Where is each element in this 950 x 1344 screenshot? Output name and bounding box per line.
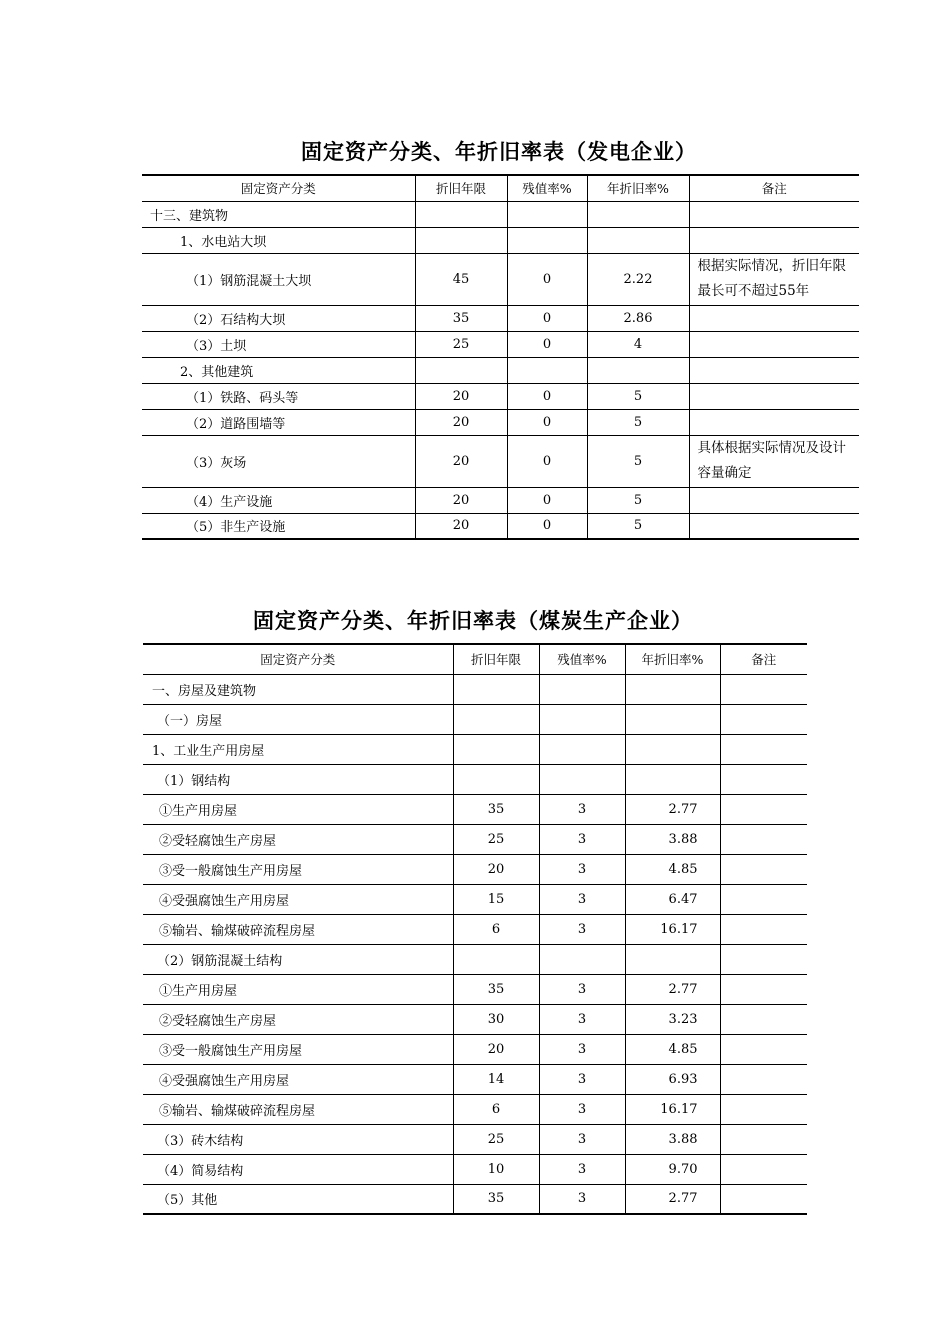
row-rate: 2.77 [625,974,720,1004]
row-rate [625,734,720,764]
row-category: （1）铁路、码头等 [142,383,415,409]
table-row [142,487,859,513]
row-rate [587,357,689,383]
row-residual: 3 [539,1004,625,1034]
table-row [142,513,859,539]
row-years: 20 [453,854,539,884]
row-years [453,674,539,704]
row-years: 35 [453,1184,539,1214]
row-category: （2）石结构大坝 [142,305,415,331]
row-residual: 3 [539,854,625,884]
row-note: 具体根据实际情况及设计容量确定 [689,435,859,487]
row-rate: 5 [587,487,689,513]
row-note [720,1124,807,1154]
depreciation-table-power [142,174,859,540]
row-rate: 16.17 [625,914,720,944]
table-row [143,1154,807,1184]
row-rate: 3.88 [625,1124,720,1154]
header-rate: 年折旧率% [587,175,689,201]
row-residual [539,764,625,794]
row-years: 6 [453,914,539,944]
row-years [453,704,539,734]
row-residual [539,674,625,704]
row-note [689,383,859,409]
table-row [143,914,807,944]
row-years [453,944,539,974]
row-note [689,331,859,357]
row-residual [539,734,625,764]
row-category: （5）非生产设施 [142,513,415,539]
row-category: ⑤输岩、输煤破碎流程房屋 [143,1094,453,1124]
row-category: 1、水电站大坝 [142,227,415,253]
row-category: （4）简易结构 [143,1154,453,1184]
table-row [143,704,807,734]
row-residual: 0 [507,513,587,539]
row-category: （3）灰场 [142,435,415,487]
row-category: （3）砖木结构 [143,1124,453,1154]
row-note [720,674,807,704]
table-row [143,974,807,1004]
row-category: （5）其他 [143,1184,453,1214]
table-row [142,227,859,253]
row-note [720,734,807,764]
row-residual: 3 [539,824,625,854]
row-years: 20 [415,409,507,435]
row-residual [539,944,625,974]
row-residual: 0 [507,435,587,487]
row-years: 25 [453,1124,539,1154]
row-years: 14 [453,1064,539,1094]
row-category: ②受轻腐蚀生产房屋 [143,1004,453,1034]
row-residual: 0 [507,331,587,357]
table-row [142,201,859,227]
header-note: 备注 [720,644,807,674]
row-residual: 3 [539,1094,625,1124]
row-residual: 3 [539,974,625,1004]
row-note [720,794,807,824]
row-residual: 3 [539,914,625,944]
row-category: 1、工业生产用房屋 [143,734,453,764]
header-note: 备注 [689,175,859,201]
row-years: 20 [453,1034,539,1064]
row-rate [587,227,689,253]
header-category: 固定资产分类 [142,175,415,201]
row-years: 20 [415,383,507,409]
row-rate: 3.88 [625,824,720,854]
table-row [142,383,859,409]
row-rate: 5 [587,435,689,487]
row-category: （4）生产设施 [142,487,415,513]
row-rate: 5 [587,409,689,435]
row-note [720,884,807,914]
row-rate: 5 [587,383,689,409]
row-years: 10 [453,1154,539,1184]
row-category: ③受一般腐蚀生产用房屋 [143,1034,453,1064]
table-row [143,794,807,824]
row-note [720,914,807,944]
row-note [689,227,859,253]
row-years: 25 [415,331,507,357]
row-years: 20 [415,513,507,539]
row-category: ⑤输岩、输煤破碎流程房屋 [143,914,453,944]
row-category: （3）土坝 [142,331,415,357]
row-residual: 0 [507,487,587,513]
row-years: 45 [415,253,507,305]
table-row [143,944,807,974]
row-residual [507,227,587,253]
row-rate: 9.70 [625,1154,720,1184]
row-residual: 3 [539,794,625,824]
row-years: 20 [415,435,507,487]
table1-title: 固定资产分类、年折旧率表（发电企业） [301,140,697,164]
row-note [720,1094,807,1124]
row-years: 35 [453,974,539,1004]
row-note [720,854,807,884]
row-years: 15 [453,884,539,914]
table-row [142,409,859,435]
row-years [415,227,507,253]
row-years: 30 [453,1004,539,1034]
row-residual: 0 [507,253,587,305]
row-residual: 0 [507,305,587,331]
row-residual: 3 [539,1184,625,1214]
row-rate: 6.47 [625,884,720,914]
row-residual [507,201,587,227]
row-category: （2）钢筋混凝土结构 [143,944,453,974]
header-residual: 残值率% [539,644,625,674]
row-rate: 16.17 [625,1094,720,1124]
row-years: 6 [453,1094,539,1124]
row-residual [507,357,587,383]
row-note [720,824,807,854]
row-residual: 0 [507,383,587,409]
row-years [453,764,539,794]
row-rate: 2.77 [625,1184,720,1214]
row-rate [625,764,720,794]
row-rate: 5 [587,513,689,539]
row-rate: 2.77 [625,794,720,824]
header-category: 固定资产分类 [143,644,453,674]
row-residual: 3 [539,1034,625,1064]
row-years: 35 [453,794,539,824]
row-note [720,1154,807,1184]
row-category: （一）房屋 [143,704,453,734]
row-category: 一、房屋及建筑物 [143,674,453,704]
row-residual [539,704,625,734]
table-row [142,357,859,383]
row-years: 20 [415,487,507,513]
table2-title: 固定资产分类、年折旧率表（煤炭生产企业） [253,609,693,633]
header-residual: 残值率% [507,175,587,201]
row-residual: 3 [539,884,625,914]
row-category: ④受强腐蚀生产用房屋 [143,1064,453,1094]
row-category: ②受轻腐蚀生产房屋 [143,824,453,854]
row-rate: 2.22 [587,253,689,305]
depreciation-table-coal [143,643,807,1215]
row-years: 25 [453,824,539,854]
row-years [415,201,507,227]
row-rate: 6.93 [625,1064,720,1094]
row-category: （1）钢结构 [143,764,453,794]
row-category: ④受强腐蚀生产用房屋 [143,884,453,914]
header-rate: 年折旧率% [625,644,720,674]
row-residual: 3 [539,1154,625,1184]
row-category: ①生产用房屋 [143,974,453,1004]
row-category: 十三、建筑物 [142,201,415,227]
row-note [720,1034,807,1064]
row-residual: 3 [539,1064,625,1094]
row-category: ③受一般腐蚀生产用房屋 [143,854,453,884]
row-category: （2）道路围墙等 [142,409,415,435]
table-row [143,1094,807,1124]
row-rate: 4.85 [625,1034,720,1064]
table-header-row [143,644,807,674]
row-residual: 3 [539,1124,625,1154]
table-row [142,305,859,331]
table-row [142,435,859,487]
row-category: 2、其他建筑 [142,357,415,383]
table-row [143,824,807,854]
row-years [453,734,539,764]
row-note [720,944,807,974]
header-years: 折旧年限 [415,175,507,201]
header-years: 折旧年限 [453,644,539,674]
row-rate [625,944,720,974]
row-note: 根据实际情况，折旧年限最长可不超过55年 [689,253,859,305]
table-row [143,674,807,704]
table-header-row [142,175,859,201]
row-note [689,357,859,383]
table-row [143,1004,807,1034]
row-rate [625,704,720,734]
row-residual: 0 [507,409,587,435]
table-row [142,331,859,357]
table-row [143,1064,807,1094]
row-category: （1）钢筋混凝土大坝 [142,253,415,305]
table-row [143,1184,807,1214]
table-row [142,253,859,305]
table-row [143,764,807,794]
row-note [689,409,859,435]
row-years [415,357,507,383]
row-years: 35 [415,305,507,331]
row-note [720,704,807,734]
row-note [689,201,859,227]
row-category: ①生产用房屋 [143,794,453,824]
row-note [689,305,859,331]
row-rate: 2.86 [587,305,689,331]
row-note [720,1004,807,1034]
row-note [720,1184,807,1214]
table-row [143,734,807,764]
row-rate [587,201,689,227]
row-note [689,513,859,539]
row-note [720,1064,807,1094]
row-note [720,764,807,794]
row-rate: 3.23 [625,1004,720,1034]
table-row [143,884,807,914]
table-row [143,1124,807,1154]
row-rate: 4 [587,331,689,357]
row-rate [625,674,720,704]
table-row [143,854,807,884]
row-note [720,974,807,1004]
row-rate: 4.85 [625,854,720,884]
table-row [143,1034,807,1064]
row-note [689,487,859,513]
